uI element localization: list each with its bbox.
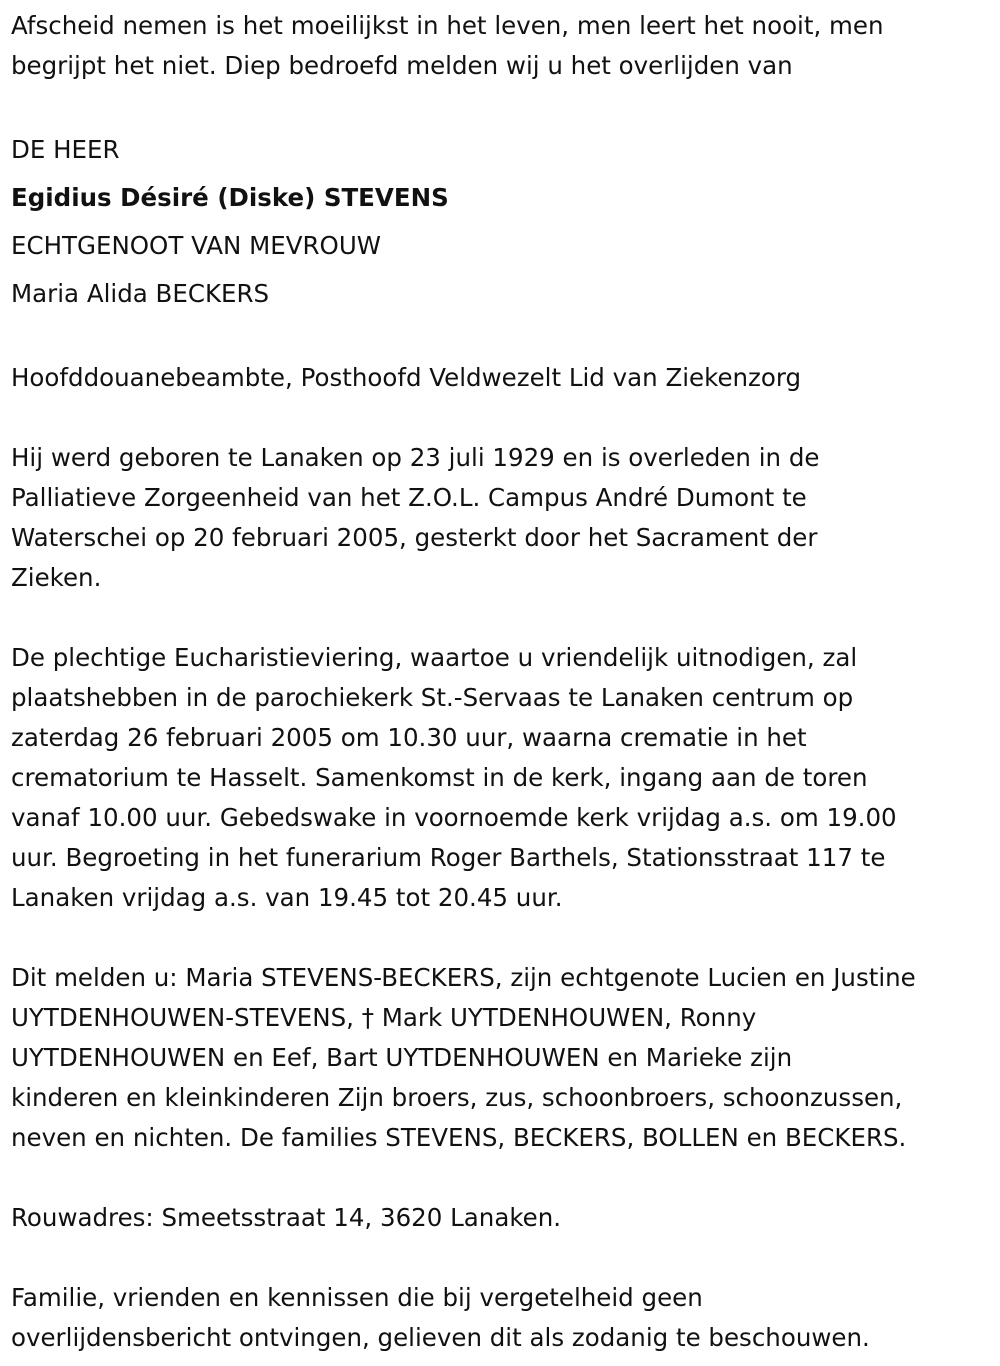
family-line: neven en nichten. De families STEVENS, BECKERS, BOLLEN en BECKERS. <box>11 1123 907 1152</box>
family-line: Dit melden u: Maria STEVENS-BECKERS, zijn echtgenote Lucien en Justine <box>11 963 916 992</box>
intro-paragraph <box>11 6 996 86</box>
ceremony-line: Lanaken vrijdag a.s. van 19.45 tot 20.45 uur. <box>11 883 563 912</box>
deceased-title: DE HEER <box>11 135 120 164</box>
closing-line: overlijdensbericht ontvingen, gelieven dit als zodanig te beschouwen. <box>11 1323 870 1352</box>
birth-death-line: Hij werd geboren te Lanaken op 23 juli 1929 en is overleden in de <box>11 443 820 472</box>
birth-death-line: Palliatieve Zorgeenheid van het Z.O.L. Campus André Dumont te <box>11 483 807 512</box>
birth-death-line: Waterschei op 20 februari 2005, gesterkt door het Sacrament der <box>11 523 818 552</box>
spacer <box>11 598 996 638</box>
ceremony-line: crematorium te Hasselt. Samenkomst in de kerk, ingang aan de toren <box>11 763 868 792</box>
address-line: Rouwadres: Smeetsstraat 14, 3620 Lanaken. <box>11 1203 562 1232</box>
spacer <box>11 318 996 358</box>
spacer <box>11 398 996 438</box>
closing-paragraph <box>11 1278 996 1358</box>
spacer <box>11 1158 996 1198</box>
intro-line: Afscheid nemen is het moeilijkst in het leven, men leert het nooit, men <box>11 11 884 40</box>
ceremony-line: plaatshebben in de parochiekerk St.-Servaas te Lanaken centrum op <box>11 683 854 712</box>
ceremony-line: vanaf 10.00 uur. Gebedswake in voornoemde kerk vrijdag a.s. om 19.00 <box>11 803 897 832</box>
family-line: UYTDENHOUWEN en Eef, Bart UYTDENHOUWEN en Marieke zijn <box>11 1043 793 1072</box>
ceremony-paragraph <box>11 638 996 918</box>
deceased-name: Egidius Désiré (Diske) STEVENS <box>11 183 449 212</box>
ceremony-line: De plechtige Eucharistieviering, waartoe u vriendelijk uitnodigen, zal <box>11 643 858 672</box>
closing-line: Familie, vrienden en kennissen die bij vergetelheid geen <box>11 1283 703 1312</box>
family-line: kinderen en kleinkinderen Zijn broers, zus, schoonbroers, schoonzussen, <box>11 1083 903 1112</box>
occupation-line: Hoofddouanebeambte, Posthoofd Veldwezelt Lid van Ziekenzorg <box>11 363 802 392</box>
family-line: UYTDENHOUWEN-STEVENS, † Mark UYTDENHOUWEN, Ronny <box>11 1003 757 1032</box>
birth-death-line: Zieken. <box>11 563 102 592</box>
spouse-label: ECHTGENOOT VAN MEVROUW <box>11 231 382 260</box>
spacer <box>11 86 996 126</box>
family-paragraph <box>11 958 996 1158</box>
spacer <box>11 918 996 958</box>
ceremony-line: zaterdag 26 februari 2005 om 10.30 uur, waarna crematie in het <box>11 723 807 752</box>
intro-line: begrijpt het niet. Diep bedroefd melden wij u het overlijden van <box>11 51 793 80</box>
spacer <box>11 1238 996 1278</box>
spouse-name: Maria Alida BECKERS <box>11 279 270 308</box>
birth-death-paragraph <box>11 438 996 598</box>
obituary-document <box>11 6 996 1358</box>
ceremony-line: uur. Begroeting in het funerarium Roger Barthels, Stationsstraat 117 te <box>11 843 886 872</box>
